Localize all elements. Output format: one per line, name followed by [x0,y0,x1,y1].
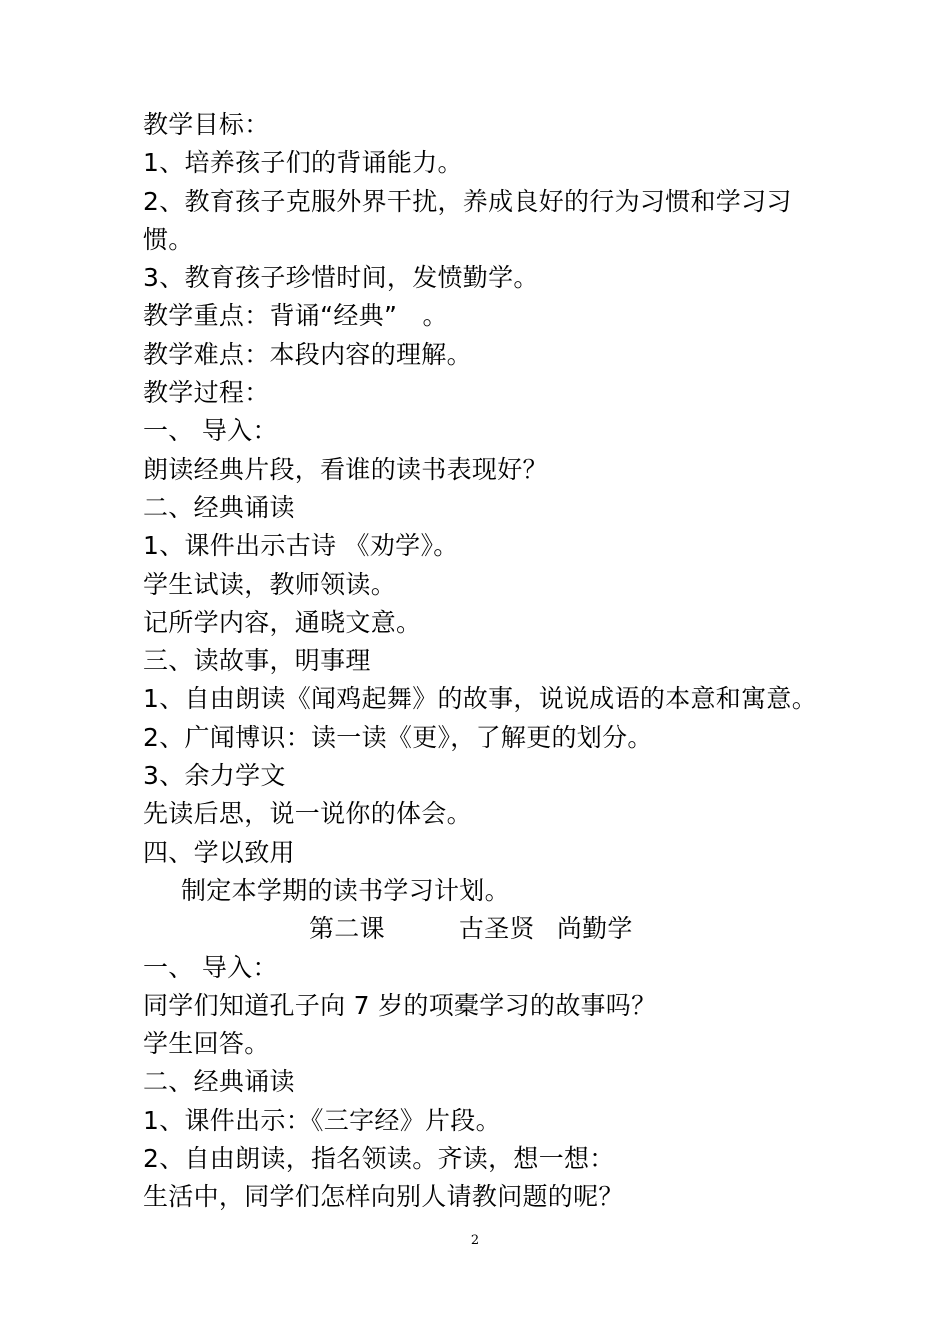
text-line: 1、课件出示：《三字经》片段。 [143,1105,501,1135]
step-heading: 二、经典诵读 [143,1067,295,1097]
step-heading: 四、学以致用 [143,837,295,867]
lesson-heading [143,910,823,948]
text-line: 同学们知道孔子向 7 岁的项橐学习的故事吗？ [143,990,657,1020]
text-line: 2、广闻博识：读一读《更》，了解更的划分。 [143,722,653,752]
step-heading: 一、 导入： [143,952,278,982]
text-line: 1、课件出示古诗 《劝学》。 [143,531,459,561]
text-line: 先读后思，说一说你的体会。 [143,799,472,829]
section-heading-process: 教学过程： [143,378,270,408]
text-line: 朗读经典片段，看谁的读书表现好？ [143,454,548,484]
text-line: 生活中，同学们怎样向别人请教问题的呢？ [143,1182,624,1212]
section-heading-objectives: 教学目标： [143,110,270,139]
step-heading: 一、 导入： [143,416,278,446]
lesson-title-part2: 尚勤学 [556,914,633,944]
difficult-point: 教学难点：本段内容的理解。 [143,339,472,369]
text-line: 学生试读，教师领读。 [143,569,397,599]
objective-item: 2、教育孩子克服外界干扰，养成良好的行为习惯和学习习 [143,186,792,216]
objective-item-continued: 惯。 [143,224,194,254]
text-line-indented: 制定本学期的读书学习计划。 [181,875,510,905]
lesson-title-part1: 古圣贤 [458,914,535,944]
lesson-label: 第二课 [309,914,385,944]
key-point: 教学重点：背诵“经典” 。 [143,301,448,331]
text-line: 学生回答。 [143,1029,270,1059]
document-body [143,106,823,1217]
step-heading: 三、读故事，明事理 [143,646,371,676]
step-heading: 二、经典诵读 [143,492,295,522]
text-line: 1、自由朗读《闻鸡起舞》的故事，说说成语的本意和寓意。 [143,684,818,714]
objective-item: 1、培养孩子们的背诵能力。 [143,148,463,178]
page-number: 2 [470,1233,480,1248]
text-line: 3、余力学文 [143,761,286,791]
text-line: 记所学内容，通晓文意。 [143,607,422,637]
text-line: 2、自由朗读，指名领读。齐读，想一想： [143,1144,615,1174]
objective-item: 3、教育孩子珍惜时间，发愤勤学。 [143,263,539,293]
